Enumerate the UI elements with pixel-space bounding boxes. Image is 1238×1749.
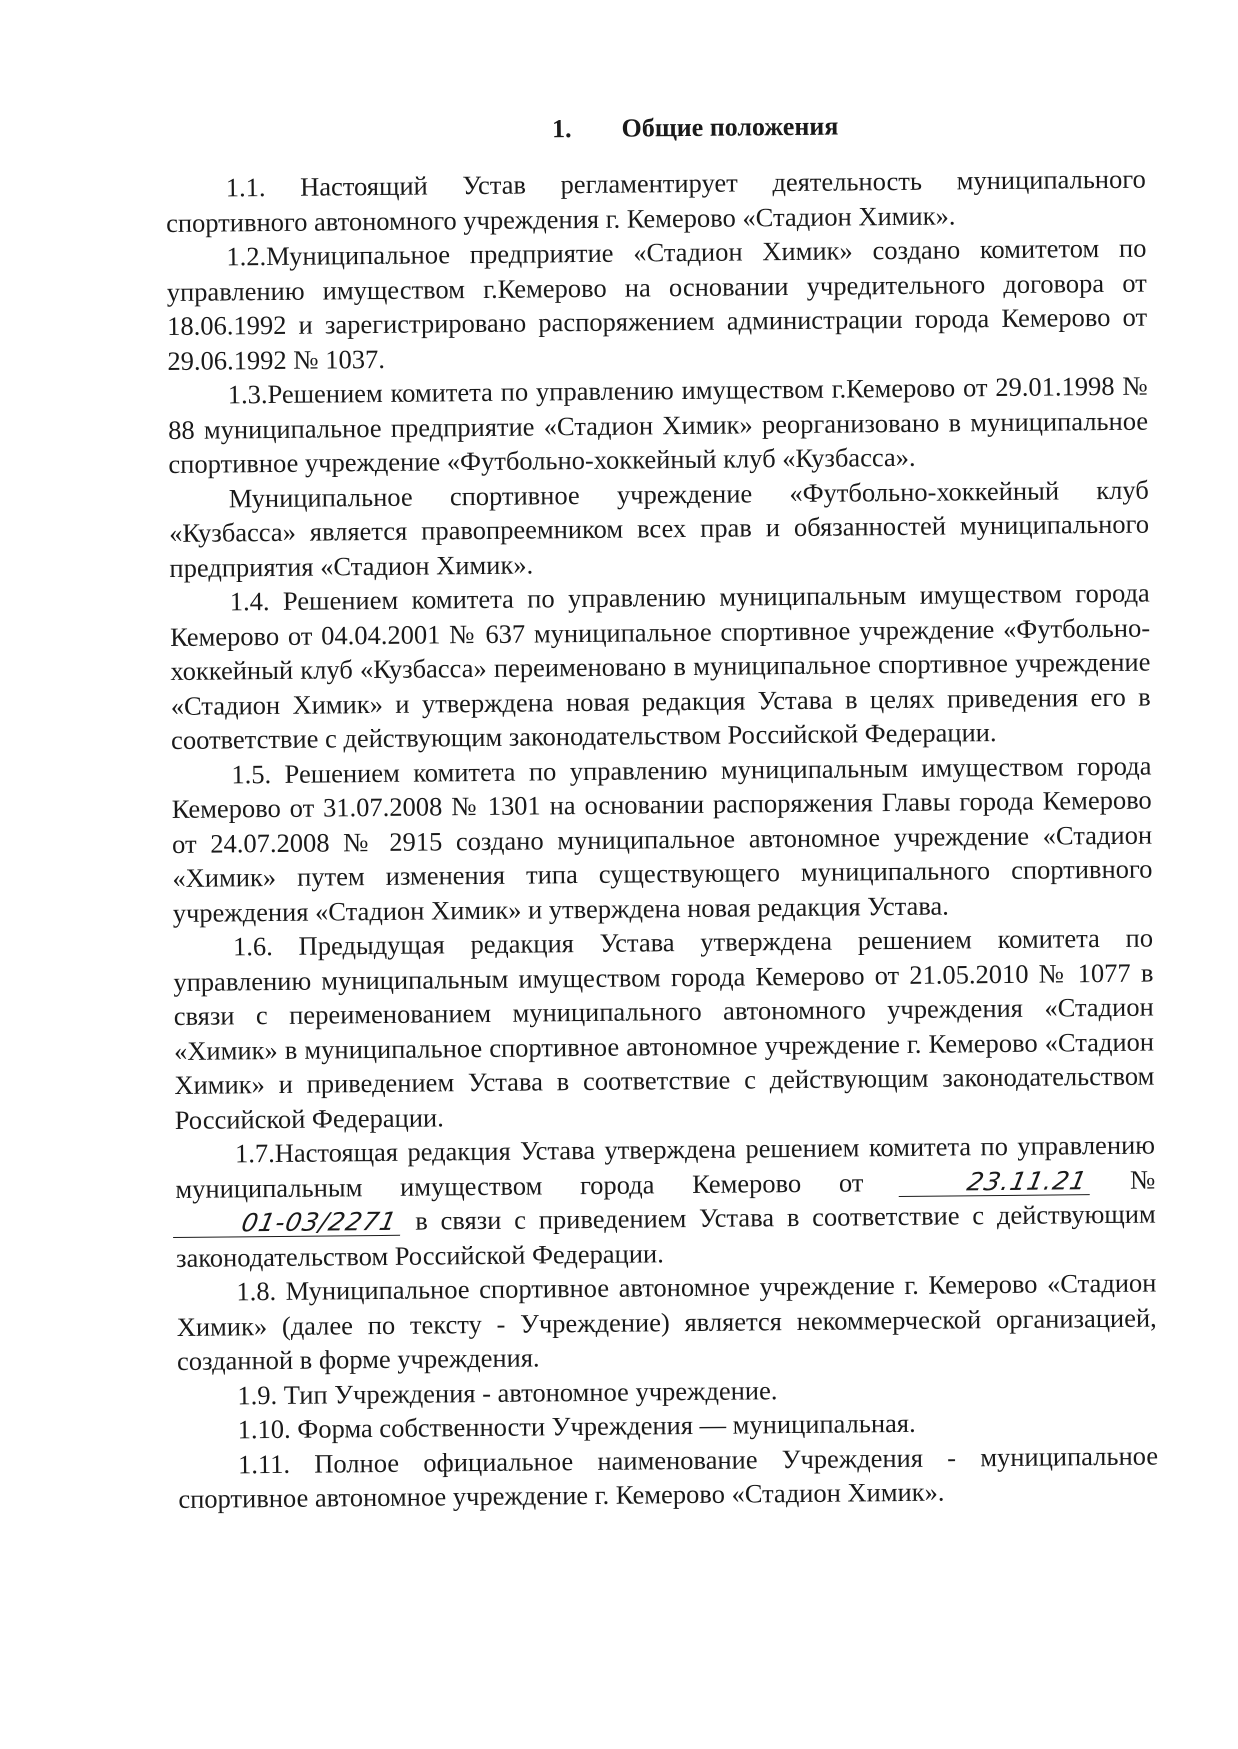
paragraph-1-4: 1.4. Решением комитета по управлению муниципальным имуществом города Кемерово от 04.04.2001 № 637 муниципальное спортивное учреждение «Футбольно-хоккейный клуб «Кузбасса» переименовано в муниципальное спортивное учреждение «Стадион Химик» и утверждена новая редакция Устава в целях приведения его в соответствие с действующим законодательством Российской Федерации.: [169, 577, 1151, 755]
paragraph-1-11: 1.11. Полное официальное наименование Учреждения - муниципальное спортивное автономное учреждение г. Кемерово «Стадион Химик».: [178, 1440, 1159, 1514]
handwritten-date: 23.11.21: [898, 1168, 1095, 1197]
paragraph-1-5: 1.5. Решением комитета по управлению муниципальным имуществом города Кемерово от 31.07.2008 № 1301 на основании распоряжения Главы города Кемерово от 24.07.2008 № 2915 создано муниципальное автономное учреждение «Стадион «Химик» путем изменения типа существующего муниципального спортивного учреждения «Стадион Химик» и утверждена новая редакция Устава.: [171, 750, 1153, 928]
paragraph-1-8: 1.8. Муниципальное спортивное автономное учреждение г. Кемерово «Стадион Химик» (далее по тексту - Учреждение) является некоммерческой организацией, созданной в форме учреждения.: [176, 1267, 1157, 1376]
paragraph-1-3: 1.3.Решением комитета по управлению имуществом г.Кемерово от 29.01.1998 № 88 муниципальное предприятие «Стадион Химик» реорганизовано в муниципальное спортивное учреждение «Футбольно-хоккейный клуб «Кузбасса».: [167, 370, 1149, 479]
section-number: 1.: [551, 114, 572, 144]
paragraph-1-9: 1.9. Тип Учреждения - автономное учреждение.: [237, 1374, 778, 1410]
document-body: [165, 96, 1159, 1517]
paragraph-1-7-start: 1.7.Настоящая редакция Устава утверждена решением комитета по управлению муниципальным имуществом города Кемерово от: [175, 1129, 1156, 1204]
paragraph-1-2: 1.2.Муниципальное предприятие «Стадион Химик» создано комитетом по управлению имуществом г.Кемерово на основании учредительного договора от 18.06.1992 и зарегистрировано распоряжением администрации города Кемерово от 29.06.1992 № 1037.: [166, 232, 1148, 376]
handwritten-order-number: 01-03/2271: [173, 1209, 405, 1238]
number-sign: №: [1129, 1164, 1156, 1195]
paragraph-1-10: 1.10. Форма собственности Учреждения — муниципальная.: [237, 1407, 916, 1445]
paragraph-1-1: 1.1. Настоящий Устав регламентирует деятельность муниципального спортивного автономного учреждения г. Кемерово «Стадион Химик».: [165, 163, 1146, 238]
paragraph-1-7: [175, 1128, 1156, 1275]
section-heading: [165, 96, 1145, 161]
section-title: Общие положения: [621, 111, 839, 143]
paragraph-1-3-continued: Муниципальное спортивное учреждение «Футбольно-хоккейный клуб «Кузбасса» является правопреемником всех прав и обязанностей муниципального предприятия «Стадион Химик».: [168, 474, 1150, 583]
paragraph-1-7-end: в связи с приведением Устава в соответствие с действующим законодательством Российской Федерации.: [175, 1198, 1156, 1273]
paragraph-1-6: 1.6. Предыдущая редакция Устава утверждена решением комитета по управлению муниципальным имуществом города Кемерово от 21.05.2010 № 1077 в связи с переименованием муниципального автономного учреждения «Стадион «Химик» в муниципальное спортивное автономное учреждение г. Кемерово «Стадион Химик» и приведением Устава в соответствие с действующим законодательством Российской Федерации.: [173, 922, 1155, 1135]
